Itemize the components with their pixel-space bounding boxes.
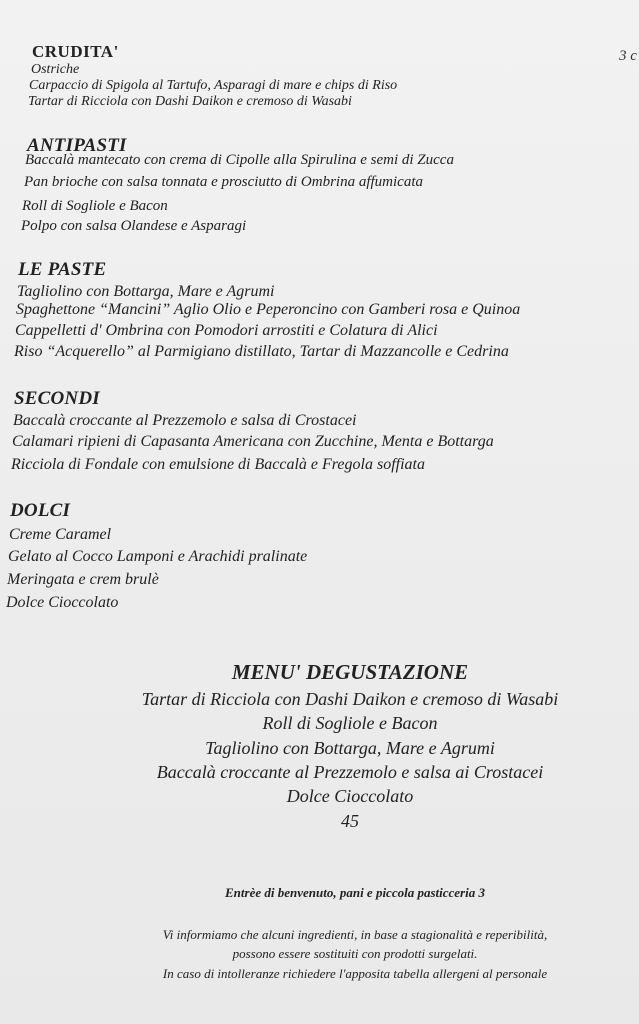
tasting-item: Tartar di Ricciola con Dashi Daikon e cremoso di Wasabi <box>141 689 559 709</box>
menu-item: Pan brioche con salsa tonnata e prosciutto di Ombrina affumicata <box>24 174 424 190</box>
tasting-menu-title: MENU' DEGUSTAZIONE <box>231 660 469 684</box>
entree-note: Entrèe di benvenuto, pani e piccola pasticceria 3 <box>225 885 485 900</box>
tasting-item: Roll di Sogliole e Bacon <box>262 713 438 733</box>
notice-line: possono essere sostituiti con prodotti surgelati. <box>232 946 478 961</box>
tasting-item: Tagliolino con Bottarga, Mare e Agrumi <box>205 738 495 758</box>
menu-item: Ricciola di Fondale con emulsione di Baccalà e Fregola soffiata <box>11 456 425 473</box>
menu-item: Creme Caramel <box>9 526 112 543</box>
tasting-price: 45 <box>341 811 359 831</box>
menu-item: Gelato al Cocco Lamponi e Arachidi pralinate <box>8 548 308 565</box>
menu-item: Polpo con salsa Olandese e Asparagi <box>21 218 247 234</box>
section-title-dolci: DOLCI <box>10 500 71 521</box>
menu-item: Roll di Sogliole e Bacon <box>22 198 168 214</box>
menu-item: Calamari ripieni di Capasanta Americana con Zucchine, Menta e Bottarga <box>12 433 494 450</box>
notice-line: Vi informiamo che alcuni ingredienti, in base a stagionalità e reperibilità, <box>162 927 548 942</box>
menu-item: Ostriche <box>31 62 80 77</box>
menu-item: Meringata e crem brulè <box>7 571 159 588</box>
menu-item: Cappelletti d' Ombrina con Pomodori arrostiti e Colatura di Alici <box>15 322 438 339</box>
menu-item: Tartar di Ricciola con Dashi Daikon e cremoso di Wasabi <box>28 94 352 109</box>
tasting-item: Dolce Cioccolato <box>286 786 414 806</box>
section-title-secondi: SECONDI <box>14 388 100 409</box>
menu-item: Carpaccio di Spigola al Tartufo, Asparagi di mare e chips di Riso <box>29 78 398 93</box>
menu-item: Tagliolino con Bottarga, Mare e Agrumi <box>17 283 275 300</box>
section-title-crudita: CRUDITA' <box>32 42 119 61</box>
section-title-antipasti: ANTIPASTI <box>27 135 127 156</box>
tasting-item: Baccalà croccante al Prezzemolo e salsa ai Crostacei <box>156 762 544 782</box>
menu-item: Baccalà croccante al Prezzemolo e salsa di Crostacei <box>13 412 357 429</box>
menu-item: Spaghettone “Mancini” Aglio Olio e Peperoncino con Gamberi rosa e Quinoa <box>16 301 521 318</box>
menu-item: Dolce Cioccolato <box>6 594 119 611</box>
notice-line: In caso di intolleranze richiedere l'apposita tabella allergeni al personale <box>162 966 548 981</box>
menu-item: Baccalà mantecato con crema di Cipolle alla Spirulina e semi di Zucca <box>25 152 454 168</box>
section-title-paste: LE PASTE <box>18 259 107 280</box>
corner-price-fragment: 3 c <box>619 48 637 64</box>
menu-item: Riso “Acquerello” al Parmigiano distillato, Tartar di Mazzancolle e Cedrina <box>14 343 509 360</box>
